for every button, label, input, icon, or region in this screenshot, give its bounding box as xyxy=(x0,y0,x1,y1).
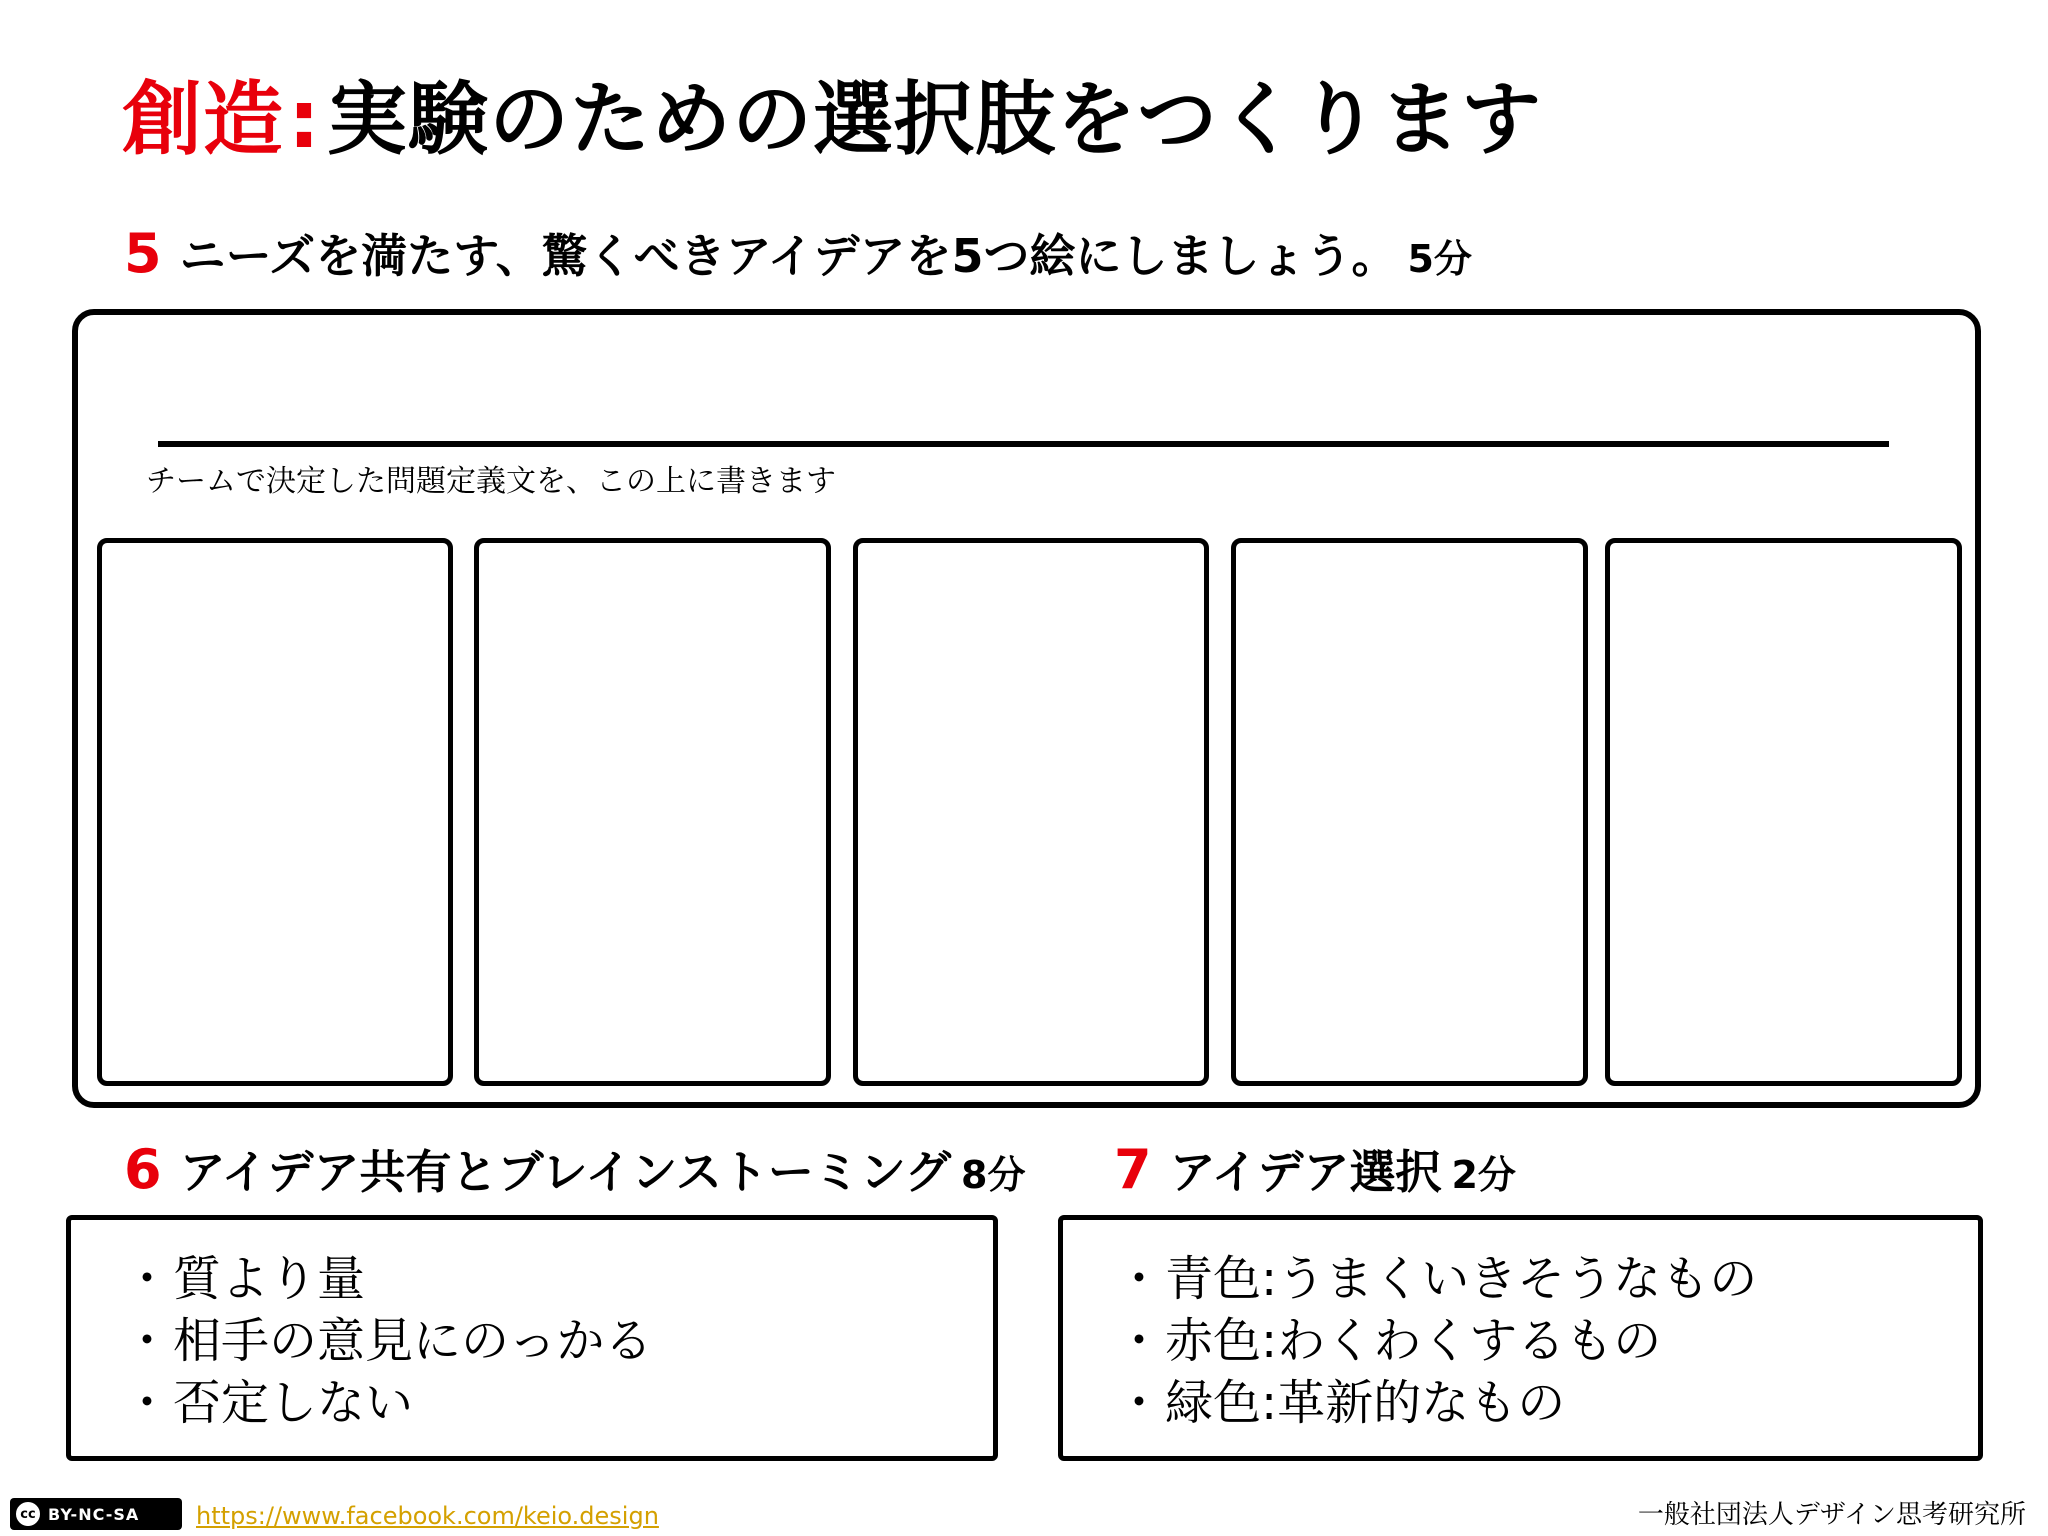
step6-duration: 8分 xyxy=(961,1153,1026,1197)
title-main: 実験のための選択肢をつくります xyxy=(327,73,1542,166)
idea-card-2[interactable] xyxy=(474,538,831,1086)
idea-card-4[interactable] xyxy=(1231,538,1588,1086)
step6-heading xyxy=(124,1140,1025,1205)
organization-name: 一般社団法人デザイン思考研究所 xyxy=(1637,1500,2026,1530)
list-item: ・ 否定しない xyxy=(123,1372,653,1434)
step6-text: アイデア共有とブレインストーミング xyxy=(179,1145,951,1199)
page-title xyxy=(122,70,1542,170)
step7-number: 7 xyxy=(1114,1138,1152,1201)
problem-statement-line[interactable] xyxy=(158,441,1889,447)
facebook-link[interactable]: https://www.facebook.com/keio.design xyxy=(196,1502,659,1530)
step5-text: ニーズを満たす、驚くべきアイデアを5つ絵にしましょう。 xyxy=(179,229,1398,283)
license-label: BY-NC-SA xyxy=(48,1504,140,1524)
problem-statement-note: チームで決定した問題定義文を、この上に書きます xyxy=(146,464,836,499)
step7-heading xyxy=(1114,1140,1516,1205)
step7-text: アイデア選択 xyxy=(1169,1145,1442,1199)
list-item: ・ 青色:うまくいきそうなもの xyxy=(1115,1248,1757,1310)
idea-card-3[interactable] xyxy=(853,538,1209,1086)
step7-rules-box xyxy=(1058,1215,1983,1461)
step7-duration: 2分 xyxy=(1451,1153,1516,1197)
cc-icon: cc xyxy=(16,1502,40,1526)
step5-heading xyxy=(124,224,1472,289)
idea-card-5[interactable] xyxy=(1605,538,1962,1086)
step6-number: 6 xyxy=(124,1138,162,1201)
cc-license-badge[interactable] xyxy=(10,1498,182,1530)
title-accent: 創造 xyxy=(122,73,284,166)
step5-duration: 5分 xyxy=(1407,237,1472,281)
list-item: ・ 相手の意見にのっかる xyxy=(123,1310,653,1372)
list-item: ・ 緑色:革新的なもの xyxy=(1115,1372,1757,1434)
list-item: ・ 質より量 xyxy=(123,1248,653,1310)
step6-rules-box xyxy=(66,1215,998,1461)
list-item: ・ 赤色:わくわくするもの xyxy=(1115,1310,1757,1372)
step7-rules-list xyxy=(1115,1248,1757,1434)
step5-number: 5 xyxy=(124,222,162,285)
title-colon: : xyxy=(288,73,321,166)
step6-rules-list xyxy=(123,1248,653,1434)
idea-card-1[interactable] xyxy=(97,538,453,1086)
